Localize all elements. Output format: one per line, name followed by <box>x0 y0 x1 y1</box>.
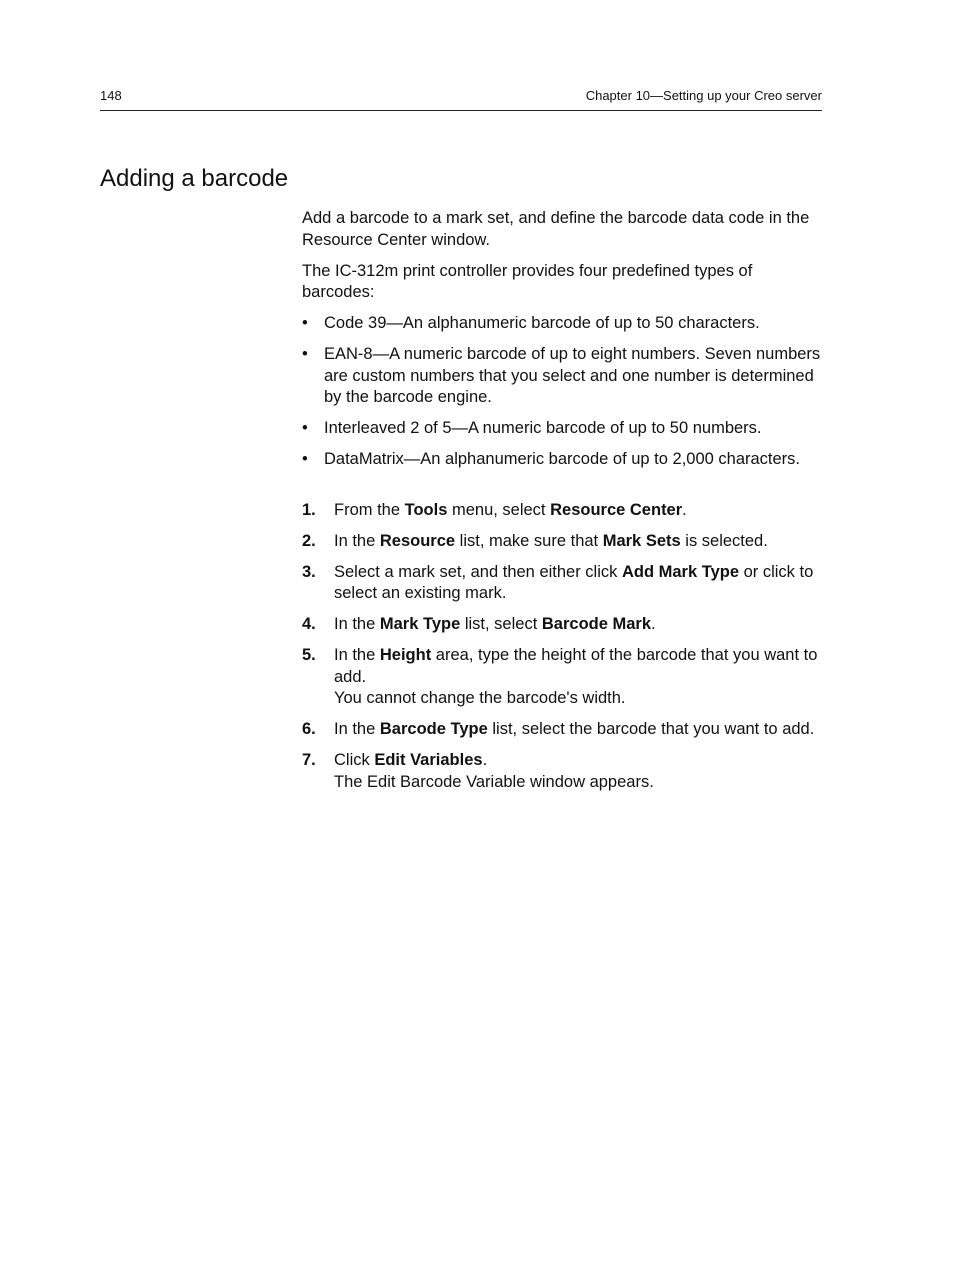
ui-term: Barcode Mark <box>541 615 652 633</box>
step-text-run: list, select <box>460 615 542 633</box>
intro-paragraph: The IC-312m print controller provides four predefined types of barcodes: <box>302 261 753 301</box>
step-text <box>334 563 813 603</box>
bullet-icon: • <box>302 314 308 332</box>
step-text-run: From the <box>334 500 405 519</box>
step-text-run: In the <box>334 646 380 664</box>
page-header <box>100 88 822 111</box>
ui-term: Height <box>379 646 432 664</box>
step-text <box>334 501 687 519</box>
step-number: 3. <box>302 562 316 581</box>
step-item <box>302 562 827 605</box>
section-title: Adding a barcode <box>100 165 289 192</box>
step-item <box>302 500 827 522</box>
step-text-run: is selected. <box>680 531 768 550</box>
bullet-icon: • <box>302 419 308 437</box>
step-result: The Edit Barcode Variable window appears. <box>334 772 654 791</box>
list-item-text: Code 39—An alphanumeric barcode of up to 50 characters. <box>324 314 760 332</box>
step-item <box>302 614 827 636</box>
step-text-run: or click to select an existing mark. <box>334 562 814 602</box>
step-text <box>334 646 817 686</box>
step-text-run: Click <box>334 751 375 769</box>
ui-term: Mark Sets <box>602 531 681 550</box>
barcode-type-list <box>302 313 827 471</box>
ui-term: Add Mark Type <box>621 562 740 581</box>
step-item <box>302 719 827 741</box>
step-result: You cannot change the barcode's width. <box>334 689 626 707</box>
list-item-text: EAN-8—A numeric barcode of up to eight numbers. Seven numbers are custom numbers that you select and one number is determined by the barcode engine. <box>324 345 821 406</box>
step-text-run: . <box>651 615 656 633</box>
step-number: 6. <box>302 720 316 738</box>
list-item-text: Interleaved 2 of 5—A numeric barcode of up to 50 numbers. <box>324 419 762 437</box>
step-text-run: area, type the height of the barcode that you want to add. <box>334 646 818 686</box>
list-item <box>302 313 827 335</box>
page-number: 148 <box>100 88 122 103</box>
step-text-run: list, select the barcode that you want to add. <box>487 720 815 738</box>
ui-term: Resource Center <box>550 500 683 519</box>
step-text-run: Select a mark set, and then either click <box>334 562 622 581</box>
procedure-steps <box>302 500 827 794</box>
bullet-icon: • <box>302 450 308 468</box>
step-text <box>334 615 656 633</box>
intro-paragraph: Add a barcode to a mark set, and define the barcode data code in the Resource Center window. <box>302 209 810 249</box>
ui-term: Barcode Type <box>379 720 488 738</box>
step-number: 1. <box>302 500 316 519</box>
step-text <box>334 720 814 738</box>
ui-term: Mark Type <box>379 615 461 633</box>
step-number: 2. <box>302 531 316 550</box>
list-item-text: DataMatrix—An alphanumeric barcode of up to 2,000 characters. <box>324 450 801 468</box>
step-text-run: menu, select <box>447 500 551 519</box>
step-item <box>302 750 827 793</box>
list-item <box>302 344 827 409</box>
step-text-run: In the <box>334 531 380 550</box>
chapter-title: Chapter 10—Setting up your Creo server <box>585 88 822 103</box>
step-text-run: In the <box>334 615 380 633</box>
step-text-run: . <box>482 751 488 769</box>
step-text <box>334 532 768 550</box>
list-item <box>302 418 827 440</box>
step-text-run: In the <box>334 720 380 738</box>
step-text-run: . <box>682 500 687 519</box>
step-text <box>334 751 487 769</box>
ui-term: Resource <box>379 531 456 550</box>
step-number: 4. <box>302 615 316 633</box>
list-item <box>302 449 827 471</box>
step-number: 5. <box>302 646 316 664</box>
step-text-run: list, make sure that <box>455 531 603 550</box>
bullet-icon: • <box>302 345 308 363</box>
ui-term: Tools <box>404 500 448 519</box>
step-number: 7. <box>302 751 316 769</box>
ui-term: Edit Variables <box>374 751 483 769</box>
step-item <box>302 531 827 553</box>
step-item <box>302 645 827 710</box>
body-content <box>302 208 827 803</box>
